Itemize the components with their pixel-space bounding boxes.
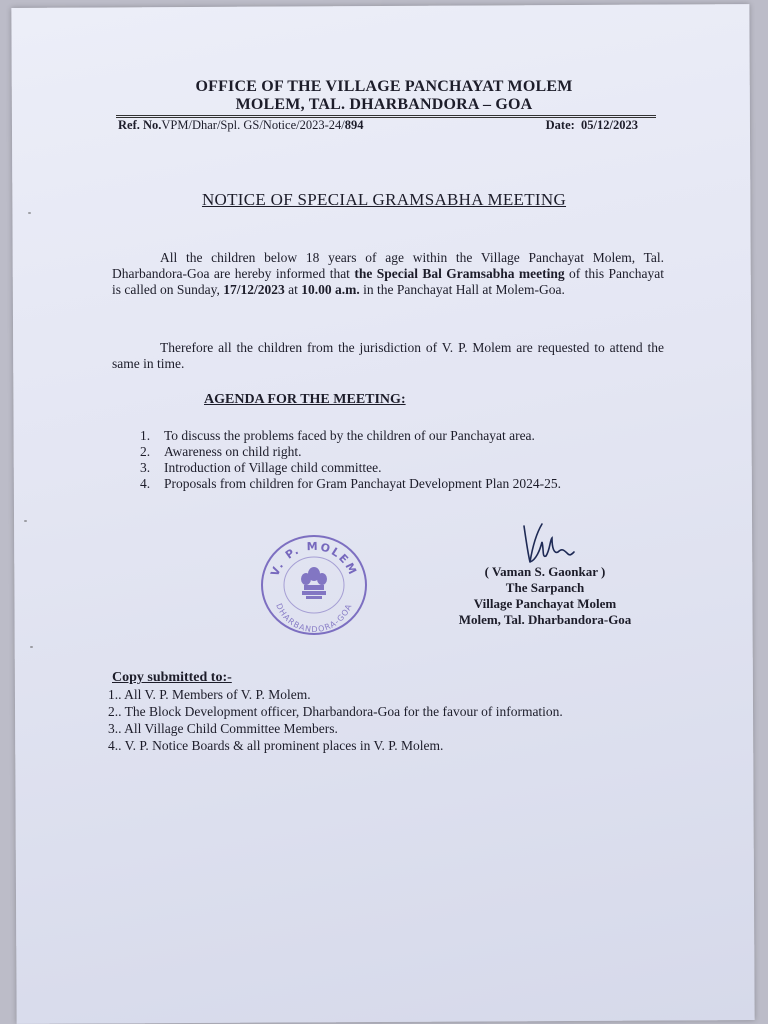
- signatory-block: [440, 564, 650, 628]
- paper-sheet: [11, 4, 754, 1024]
- notice-paragraph-2: Therefore all the children from the jurisdiction of V. P. Molem are requested to attend the same in time.: [112, 340, 664, 371]
- notice-date: Date: 05/12/2023: [545, 118, 638, 132]
- signatory-place: Molem, Tal. Dharbandora-Goa: [458, 612, 632, 627]
- svg-text:DHARBANDORA-GOA: [274, 602, 354, 634]
- header-rule-top: [116, 115, 656, 116]
- list-item: 4.. V. P. Notice Boards & all prominent places in V. P. Molem.: [108, 738, 444, 753]
- place-heading: MOLEM, TAL. DHARBANDORA – GOA: [235, 96, 533, 113]
- handwritten-signature: [516, 520, 576, 570]
- list-item: 3. Introduction of Village child committee.: [140, 460, 382, 475]
- office-heading: OFFICE OF THE VILLAGE PANCHAYAT MOLEM: [195, 78, 573, 95]
- signatory-office: Village Panchayat Molem: [473, 596, 617, 611]
- paper-speck: [24, 520, 27, 522]
- list-item: 1. To discuss the problems faced by the children of our Panchayat area.: [140, 428, 535, 443]
- reference-number: Ref. No.VPM/Dhar/Spl. GS/Notice/2023-24/894: [118, 118, 364, 132]
- list-item: 2.. The Block Development officer, Dharbandora-Goa for the favour of information.: [108, 704, 563, 719]
- copy-submitted-title: Copy submitted to:-: [112, 670, 232, 685]
- agenda-list: [140, 428, 561, 492]
- signatory-name: ( Vaman S. Gaonkar ): [484, 564, 606, 579]
- copy-recipients-list: [108, 686, 563, 754]
- paper-speck: [28, 212, 31, 214]
- list-item: 1.. All V. P. Members of V. P. Molem.: [108, 687, 311, 702]
- paper-speck: [30, 646, 33, 648]
- notice-paragraph-1: All the children below 18 years of age within the Village Panchayat Molem, Tal. Dharbandora-Goa are hereby informed that the Special Bal Gramsabha meeting of this Panchayat is called on Sunday, 17/12/2023 at 10.00 a.m. in the Panchayat Hall at Molem-Goa.: [112, 250, 665, 297]
- list-item: 2. Awareness on child right.: [140, 444, 302, 459]
- stamp-text-top: V. P. MOLEM: [268, 539, 360, 579]
- agenda-title: AGENDA FOR THE MEETING:: [204, 392, 406, 407]
- official-seal-stamp: [258, 532, 370, 638]
- stamp-text-bottom: DHARBANDORA-GOA: [274, 602, 354, 635]
- list-item: 4. Proposals from children for Gram Panchayat Development Plan 2024-25.: [140, 476, 562, 491]
- reference-line: [118, 118, 638, 133]
- notice-title: NOTICE OF SPECIAL GRAMSABHA MEETING: [201, 190, 567, 209]
- signatory-designation: The Sarpanch: [505, 580, 585, 595]
- emblem-icon: [301, 567, 327, 599]
- list-item: 3.. All Village Child Committee Members.: [108, 721, 338, 736]
